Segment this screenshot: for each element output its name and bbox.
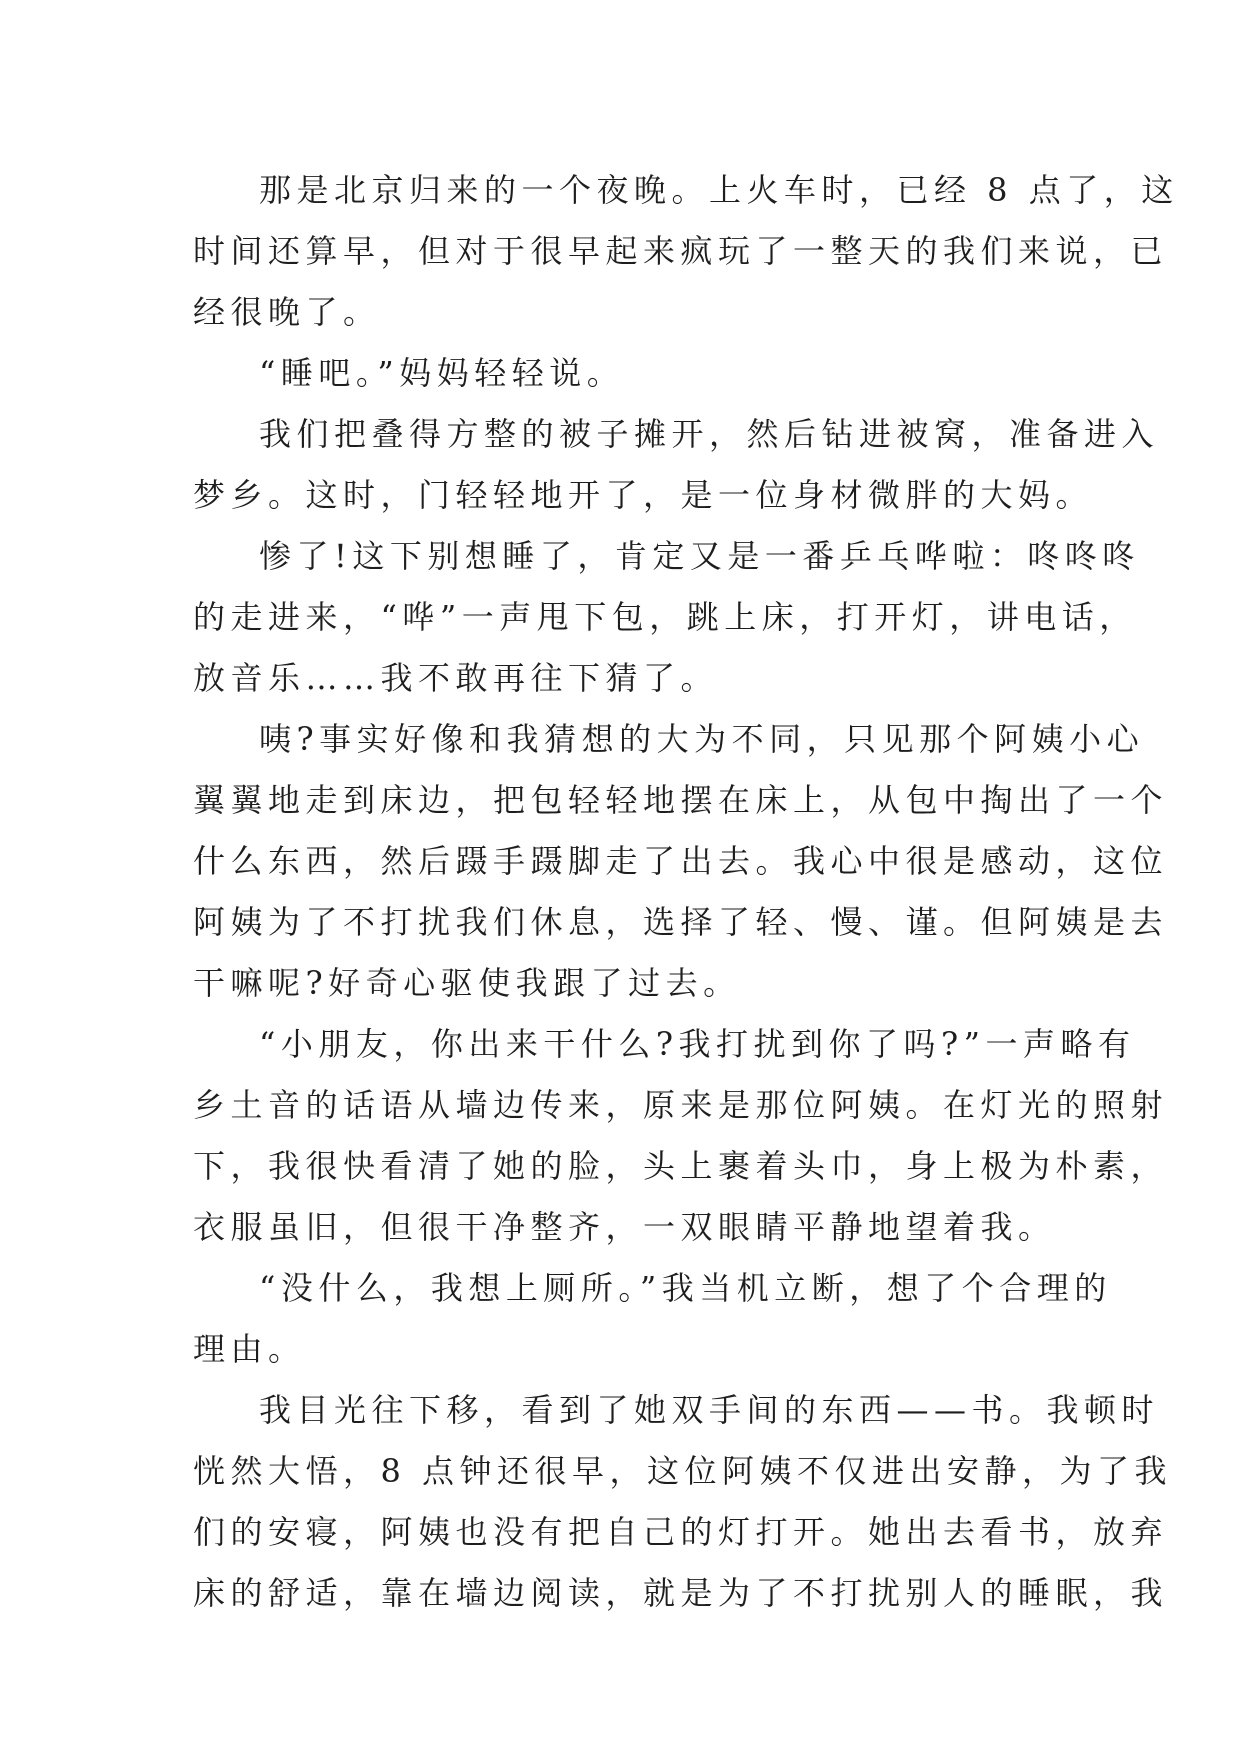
text-line: “没什么，我想上厕所。”我当机立断，想了个合理的 — [259, 1269, 1112, 1307]
text-line: 咦?事实好像和我猜想的大为不同，只见那个阿姨小心 — [259, 720, 1145, 758]
text-line: 下，我很快看清了她的脸，头上裹着头巾，身上极为朴素， — [193, 1147, 1169, 1185]
text-line: 惨了!这下别想睡了，肯定又是一番乒乓哗啦：咚咚咚 — [259, 537, 1140, 575]
text-line: 翼翼地走到床边，把包轻轻地摆在床上，从包中掏出了一个 — [193, 781, 1169, 819]
text-line: 那是北京归来的一个夜晚。上火车时，已经 8 点了，这 — [259, 171, 1179, 209]
text-line: “小朋友，你出来干什么?我打扰到你了吗?”一声略有 — [259, 1025, 1136, 1063]
text-line: 理由。 — [193, 1330, 306, 1368]
text-line: 衣服虽旧，但很干净整齐，一双眼睛平静地望着我。 — [193, 1208, 1056, 1246]
body-text — [193, 160, 1179, 1624]
text-line: 们的安寝，阿姨也没有把自己的灯打开。她出去看书，放弃 — [193, 1513, 1169, 1551]
text-line: 梦乡。这时，门轻轻地开了，是一位身材微胖的大妈。 — [193, 476, 1094, 514]
text-line: 我目光往下移，看到了她双手间的东西——书。我顿时 — [259, 1391, 1160, 1429]
text-line: “睡吧。”妈妈轻轻说。 — [259, 354, 625, 392]
text-line: 什么东西，然后蹑手蹑脚走了出去。我心中很是感动，这位 — [193, 842, 1169, 880]
text-line: 经很晚了。 — [193, 293, 381, 331]
text-line: 床的舒适，靠在墙边阅读，就是为了不打扰别人的睡眠，我 — [193, 1574, 1169, 1612]
text-line: 恍然大悟，8 点钟还很早，这位阿姨不仅进出安静，为了我 — [193, 1452, 1173, 1490]
text-line: 我们把叠得方整的被子摊开，然后钻进被窝，准备进入 — [259, 415, 1160, 453]
text-line: 阿姨为了不打扰我们休息，选择了轻、慢、谨。但阿姨是去 — [193, 903, 1169, 941]
text-line: 放音乐……我不敢再往下猜了。 — [193, 659, 719, 697]
text-line: 时间还算早，但对于很早起来疯玩了一整天的我们来说，已 — [193, 232, 1169, 270]
text-line: 的走进来，“哗”一声甩下包，跳上床，打开灯，讲电话， — [193, 598, 1137, 636]
text-line: 干嘛呢?好奇心驱使我跟了过去。 — [193, 964, 741, 1002]
text-line: 乡土音的话语从墙边传来，原来是那位阿姨。在灯光的照射 — [193, 1086, 1169, 1124]
